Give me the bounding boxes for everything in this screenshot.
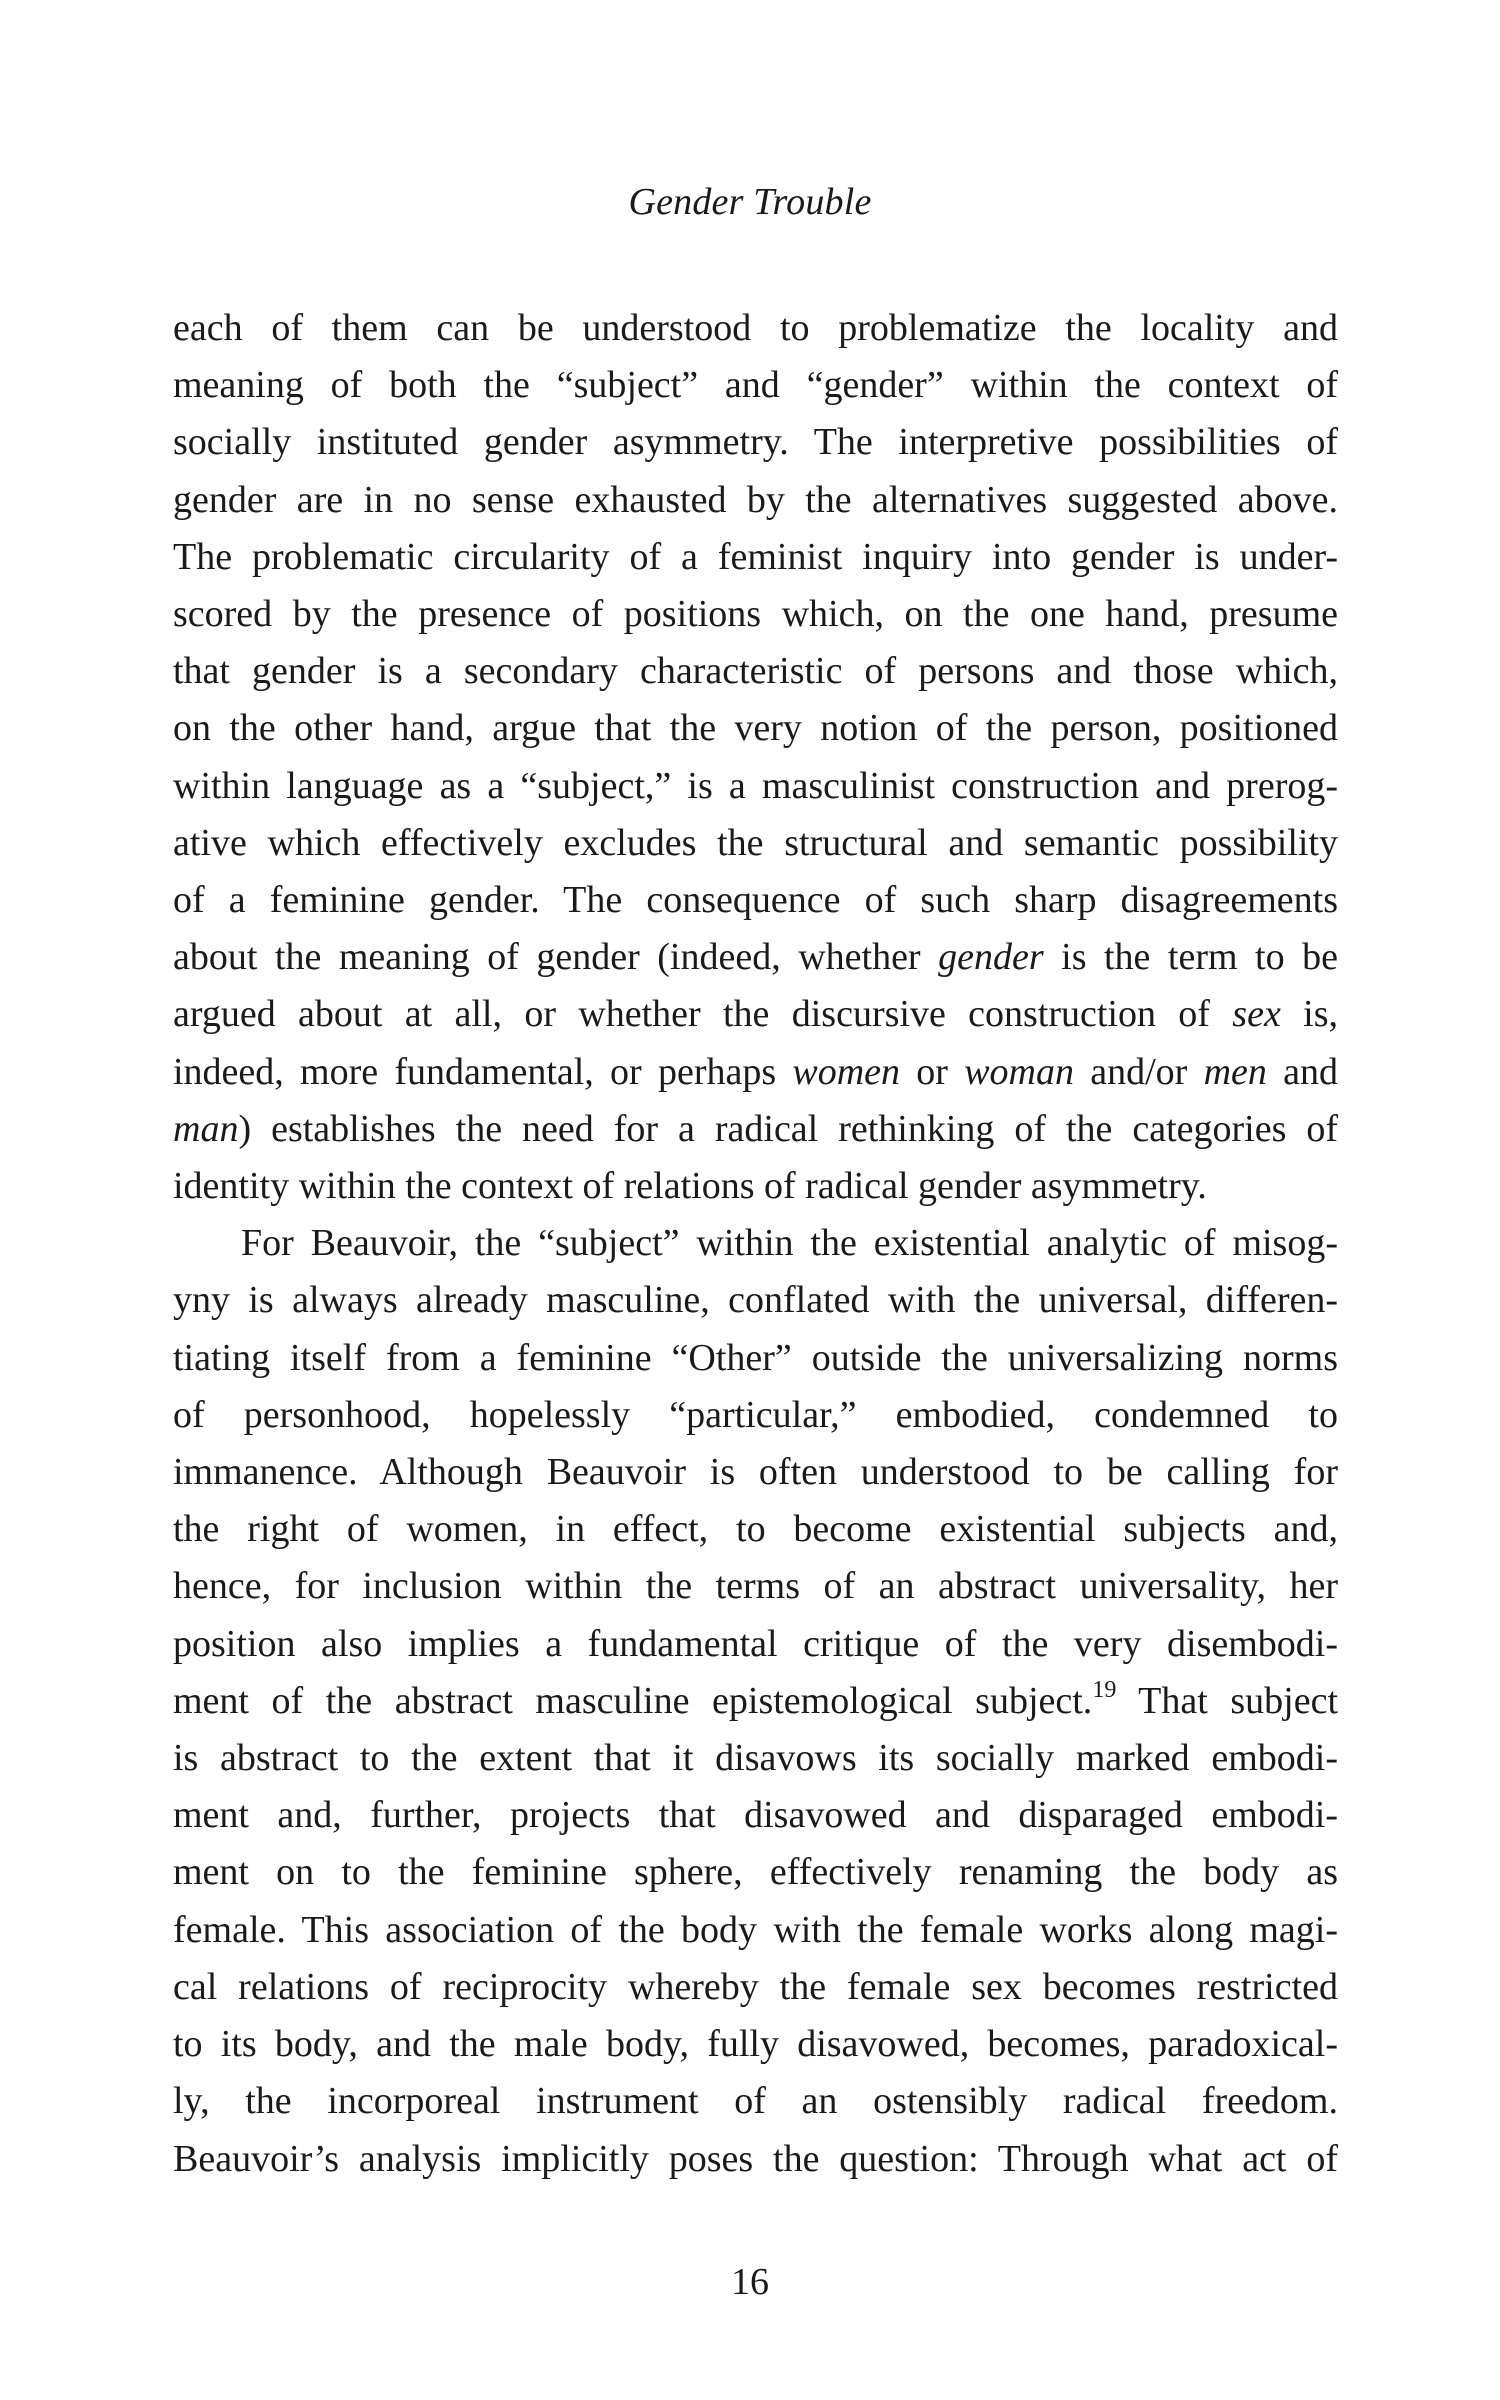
italic-term: men — [1203, 1050, 1267, 1093]
text-line: is abstract to the extent that it disavows its socially marked embodi- — [173, 1737, 1338, 1780]
text-line: ment on to the feminine sphere, effectively renaming the body as — [173, 1851, 1338, 1894]
page-number: 16 — [731, 2261, 769, 2303]
text-run: is, — [1280, 993, 1338, 1036]
text-line: scored by the presence of positions which, on the one hand, presume — [173, 593, 1338, 636]
text-run: and/or — [1073, 1050, 1204, 1093]
text-line: ative which effectively excludes the structural and semantic possibility — [173, 821, 1338, 864]
text-line: female. This association of the body with the female works along magi- — [173, 1908, 1338, 1951]
text-run: is the term to be — [1043, 936, 1338, 979]
text-line: each of them can be understood to problematize the locality and — [173, 307, 1338, 349]
text-line: ment and, further, projects that disavowed and disparaged embodi- — [173, 1794, 1338, 1837]
text-line: gender are in no sense exhausted by the alternatives suggested above. — [173, 478, 1338, 521]
text-run: That subject — [1116, 1679, 1338, 1722]
text-line: within language as a “subject,” is a masculinist construction and prerog- — [173, 764, 1338, 807]
text-line: of a feminine gender. The consequence of such sharp disagreements — [173, 879, 1338, 922]
italic-term: woman — [964, 1050, 1074, 1093]
text-run: ) establishes the need for a radical rethinking of the categories of — [238, 1107, 1338, 1150]
body-text — [173, 300, 1338, 2188]
text-line — [173, 1044, 1338, 1101]
text-line: to its body, and the male body, fully disavowed, becomes, paradoxical- — [173, 2023, 1338, 2066]
italic-term: gender — [938, 936, 1044, 979]
text-run: ment of the abstract masculine epistemological subject. — [173, 1679, 1093, 1722]
text-line: ly, the incorporeal instrument of an ostensibly radical freedom. — [173, 2080, 1338, 2123]
text-line: hence, for inclusion within the terms of an abstract universality, her — [173, 1565, 1338, 1608]
text-line: For Beauvoir, the “subject” within the existential analytic of misog- — [241, 1222, 1338, 1265]
text-line: position also implies a fundamental critique of the very disembodi- — [173, 1622, 1338, 1665]
text-run: indeed, more fundamental, or perhaps — [173, 1050, 793, 1093]
text-line: meaning of both the “subject” and “gender” within the context of — [173, 364, 1338, 407]
text-line: cal relations of reciprocity whereby the female sex becomes restricted — [173, 1965, 1338, 2008]
italic-term: women — [792, 1050, 901, 1093]
text-line: of personhood, hopelessly “particular,” embodied, condemned to — [173, 1393, 1338, 1436]
text-line: The problematic circularity of a feminist inquiry into gender is under- — [173, 535, 1338, 578]
text-run: and — [1266, 1050, 1338, 1093]
text-line: that gender is a secondary characteristic of persons and those which, — [173, 650, 1338, 693]
text-line: the right of women, in effect, to become existential subjects and, — [173, 1508, 1338, 1551]
text-line — [173, 1101, 1338, 1158]
text-line: identity within the context of relations of radical gender asymmetry. — [173, 1165, 1207, 1208]
text-run: or — [900, 1050, 965, 1093]
text-line: immanence. Although Beauvoir is often understood to be calling for — [173, 1451, 1338, 1494]
text-line: tiating itself from a feminine “Other” outside the universalizing norms — [173, 1336, 1338, 1379]
text-line: Beauvoir’s analysis implicitly poses the question: Through what act of — [173, 2137, 1338, 2180]
text-line — [173, 929, 1338, 986]
text-run: about the meaning of gender (indeed, whether — [173, 936, 939, 979]
text-line: on the other hand, argue that the very notion of the person, positioned — [173, 707, 1338, 750]
paragraph-2 — [173, 1215, 1338, 2187]
text-line: socially instituted gender asymmetry. The interpretive possibilities of — [173, 421, 1338, 464]
italic-term: sex — [1232, 993, 1281, 1036]
text-line — [173, 1673, 1338, 1730]
running-head: Gender Trouble — [628, 181, 872, 223]
text-line — [173, 986, 1338, 1043]
text-run: argued about at all, or whether the discursive construction of — [173, 993, 1233, 1036]
text-line: yny is always already masculine, conflated with the universal, differen- — [173, 1279, 1338, 1322]
italic-term: man — [173, 1107, 239, 1150]
paragraph-1 — [173, 300, 1338, 1215]
footnote-reference[interactable]: 19 — [1092, 1677, 1117, 1704]
